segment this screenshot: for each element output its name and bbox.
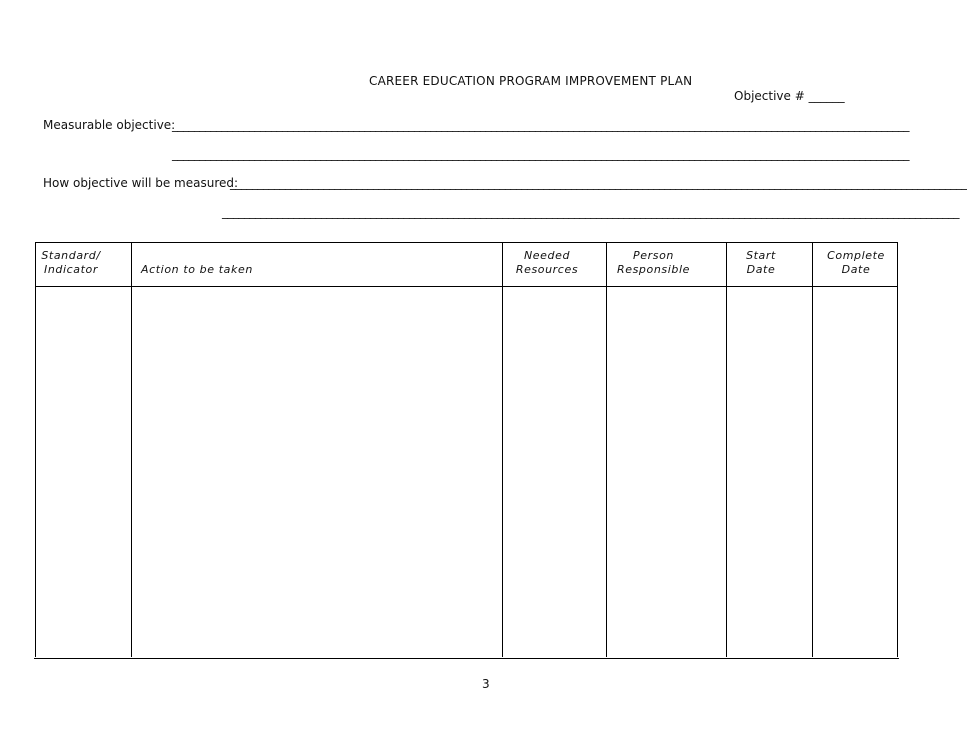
- measurable-objective-label: Measurable objective:: [43, 118, 176, 132]
- column-divider: [502, 243, 503, 657]
- header-standard-indicator: [36, 249, 106, 277]
- header-line: Date: [746, 263, 776, 276]
- header-action: [141, 249, 253, 277]
- header-line: Action to be taken: [141, 263, 253, 276]
- header-line: Person: [633, 249, 674, 262]
- page-number: 3: [482, 677, 490, 691]
- column-divider: [812, 243, 813, 657]
- header-line: Date: [841, 263, 871, 276]
- header-line: Needed: [523, 249, 571, 262]
- improvement-plan-table: [35, 242, 898, 657]
- measured-label: How objective will be measured:: [43, 176, 239, 190]
- header-line: Complete: [827, 249, 885, 262]
- header-complete-date: [812, 249, 900, 277]
- header-line: [141, 249, 253, 263]
- column-divider: [131, 243, 132, 657]
- header-line: Start: [746, 249, 776, 262]
- column-divider: [606, 243, 607, 657]
- table-bottom-border: [34, 658, 899, 659]
- measurable-objective-line-2[interactable]: ______________________________________________________________________________________________________________________________________: [172, 147, 909, 161]
- header-line: Standard/: [41, 249, 101, 262]
- header-line: Indicator: [43, 263, 98, 276]
- header-line: Responsible: [616, 263, 691, 276]
- header-separator: [36, 286, 897, 287]
- header-start-date: [726, 249, 796, 277]
- header-needed-resources: [502, 249, 592, 277]
- measured-line-1[interactable]: ______________________________________________________________________________________________________________________________________: [230, 176, 967, 190]
- measured-line-2[interactable]: ______________________________________________________________________________________________________________________________________: [222, 205, 959, 219]
- measurable-objective-line-1[interactable]: ______________________________________________________________________________________________________________________________________: [172, 118, 909, 132]
- column-divider: [726, 243, 727, 657]
- header-line: Resources: [515, 263, 579, 276]
- header-person-responsible: [606, 249, 701, 277]
- form-title: CAREER EDUCATION PROGRAM IMPROVEMENT PLAN: [369, 74, 693, 88]
- objective-number-field[interactable]: Objective # ______: [734, 89, 845, 103]
